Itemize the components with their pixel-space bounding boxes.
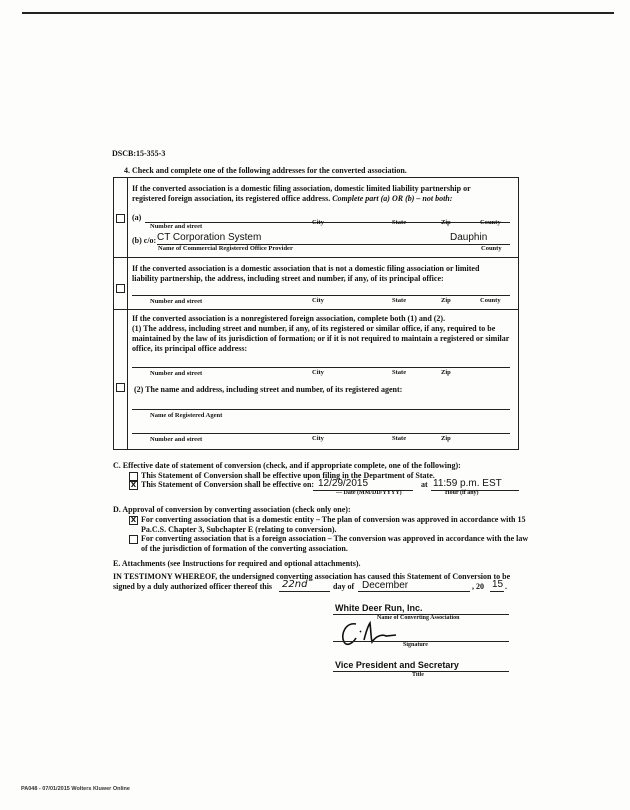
testimony-end: . xyxy=(505,582,507,591)
part-a-label-county: County xyxy=(480,219,501,226)
box-c-label-state: State xyxy=(392,369,407,376)
effective-upon-filing-label: This Statement of Conversion shall be effective upon filing in the Department of State. xyxy=(141,471,435,480)
effective-on-date-label: This Statement of Conversion shall be effective on: xyxy=(141,480,315,489)
document-id: DSCB:15-355-3 xyxy=(112,149,166,158)
box-b-label-zip: Zip xyxy=(441,297,451,304)
box-c-line-3 xyxy=(132,433,510,434)
box-c-label2-state: State xyxy=(392,435,407,442)
association-label: Name of Converting Association xyxy=(377,615,460,621)
part-a-label: (a) xyxy=(132,213,142,222)
county-value: Dauphin xyxy=(450,232,488,243)
box-c-label-city: City xyxy=(312,369,324,376)
top-rule xyxy=(22,12,614,14)
registered-office-provider: CT Corporation System xyxy=(157,232,262,243)
box-c-line-1 xyxy=(132,367,510,368)
effective-time-value: 11:59 p.m. EST xyxy=(433,478,502,489)
box-b-label-city: City xyxy=(312,297,324,304)
testimony-line-2-start: signed by a duly authorized officer thereof this xyxy=(113,582,273,591)
part-a-label-street: Number and street xyxy=(150,223,203,230)
part-a-label-city: City xyxy=(312,219,324,226)
converting-association-name: White Deer Run, Inc. xyxy=(335,603,423,613)
box-divider-1 xyxy=(113,257,518,258)
domestic-approval-checkbox[interactable]: X xyxy=(130,516,137,524)
foreign-approval-text: For converting association that is a foreign association – The conversion was approved in accordance with the law of the jurisdiction of formation of the converting association. xyxy=(141,534,529,553)
box-divider-2 xyxy=(113,309,518,310)
box-c-line-2 xyxy=(132,409,510,410)
part-a-label-zip: Zip xyxy=(441,219,451,226)
section-c-title: C. Effective date of statement of conversion (check, and if appropriate complete, one of the following): xyxy=(113,461,461,470)
section-e-title: E. Attachments (see Instructions for required and optional attachments). xyxy=(113,559,361,568)
at-label: at xyxy=(421,480,428,489)
box-c-label2-city: City xyxy=(312,435,324,442)
registered-agent-label: Name of Registered Agent xyxy=(150,412,223,419)
box-b-checkbox[interactable] xyxy=(116,284,125,293)
provider-label: Name of Commercial Registered Office Provider xyxy=(158,245,293,252)
day-of-label: day of xyxy=(333,582,355,591)
day-line xyxy=(279,591,330,592)
year-line xyxy=(490,591,504,592)
box-c-label2-zip: Zip xyxy=(441,435,451,442)
box-b-label-state: State xyxy=(392,297,407,304)
hour-label: Hour (if any) xyxy=(445,490,479,496)
box-c-label-zip: Zip xyxy=(441,369,451,376)
effective-upon-filing-checkbox[interactable] xyxy=(129,472,138,481)
month-line xyxy=(358,591,470,592)
testimony-line-1: IN TESTIMONY WHEREOF, the undersigned converting association has caused this Statement of Conversion to be xyxy=(113,572,511,581)
part-b-label: (b) c/o: xyxy=(132,236,157,245)
box-b-label-street: Number and street xyxy=(150,298,203,305)
effective-date-value: 12/29/2015 xyxy=(318,478,369,489)
date-format-label: — Date (MM/DD/YYYY) xyxy=(336,490,402,496)
box-a-checkbox[interactable] xyxy=(116,214,125,223)
box-c-registered-agent-prompt: (2) The name and address, including street and number, of its registered agent: xyxy=(134,385,403,394)
box-a-heading: If the converted association is a domestic filing association, domestic limited liability partnership or registered foreign association, its registered office address. Complete part (a) OR (b) – not both: xyxy=(132,184,471,203)
box-c-heading: If the converted association is a nonregistered foreign association, complete both (1) and (2). (1) The address, including street and number, if any, of its registered or similar office, if any, required to be maintained by the law of its jurisdiction of formation; or if it is not required to maintain a registered or similar office, its principal office address: xyxy=(132,314,510,353)
box-b-line xyxy=(132,295,510,296)
part-a-label-state: State xyxy=(392,219,407,226)
checkbox-column-divider xyxy=(127,177,128,449)
box-b-label-county: County xyxy=(480,297,501,304)
year-prefix: , 20 xyxy=(472,582,484,591)
box-c-label2-street: Number and street xyxy=(150,436,203,443)
box-b-heading: If the converted association is a domestic association that is not a domestic filing association or limited liability partnership, the address, including street and number, if any, of its principal office: xyxy=(132,264,480,283)
day-value: 22nd xyxy=(282,579,308,590)
box-c-checkbox[interactable] xyxy=(116,383,125,392)
signature-label: Signature xyxy=(403,642,428,648)
county-label: County xyxy=(481,245,502,252)
foreign-approval-checkbox[interactable] xyxy=(129,535,138,544)
month-value: December xyxy=(362,580,409,591)
effective-on-date-checkbox[interactable]: X xyxy=(130,481,137,489)
signer-title-value: Vice President and Secretary xyxy=(335,660,459,670)
domestic-approval-text: For converting association that is a domestic entity – The plan of conversion was approved in accordance with 15 Pa.C.S. Chapter 3, Subchapter E (relating to conversion). xyxy=(141,515,526,534)
box-c-label-street: Number and street xyxy=(150,370,203,377)
year-value: 15 xyxy=(492,579,504,590)
form-footer: PA048 - 07/01/2015 Wolters Kluwer Online xyxy=(21,786,130,792)
title-label: Title xyxy=(412,672,424,678)
section-d-title: D. Approval of conversion by converting association (check only one): xyxy=(113,505,351,514)
item4-instruction: 4. Check and complete one of the following addresses for the converted association. xyxy=(124,166,407,175)
